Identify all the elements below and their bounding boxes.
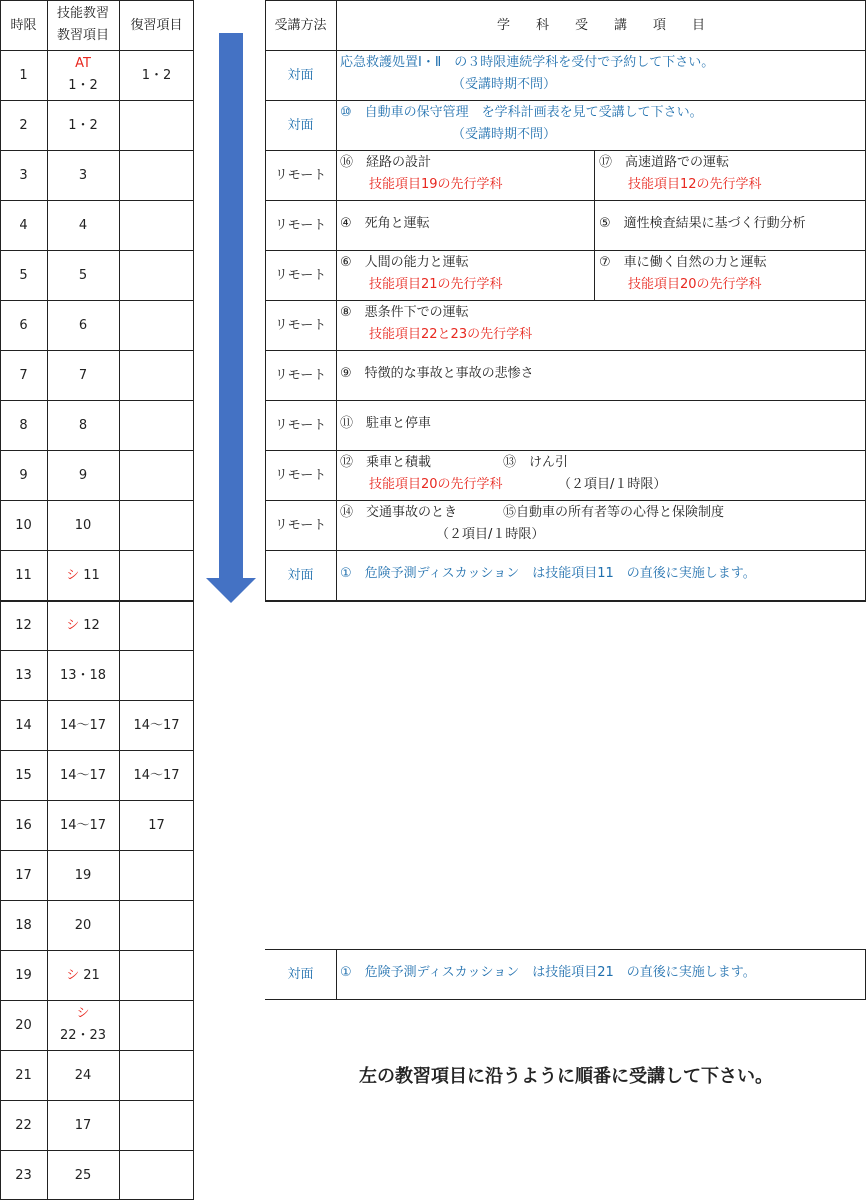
prerequisite-note: 技能項目19の先行学科: [369, 177, 503, 192]
skill-item-value: 14～17: [59, 817, 107, 833]
review-cell: [119, 250, 194, 300]
skill-item-value: 24: [74, 1067, 92, 1083]
header-lecture-items: 学 科 受 講 項 目: [496, 17, 705, 33]
period-cell: 18: [15, 917, 32, 933]
period-cell: 21: [15, 1067, 32, 1083]
period-cell: 2: [19, 117, 28, 133]
review-cell: [119, 500, 194, 550]
skill-item-cell: [47, 550, 119, 600]
period-cell: 23: [15, 1167, 32, 1183]
method-cell: 対面: [287, 567, 314, 583]
review-cell: 14～17: [133, 717, 180, 733]
review-cell: [119, 150, 194, 200]
period-cell: 15: [15, 767, 32, 783]
period-cell: 14: [15, 717, 32, 733]
lecture-note: （２項目/１時限）: [436, 527, 545, 542]
lecture-note: （２項目/１時限）: [558, 477, 667, 492]
prerequisite-note: 技能項目21の先行学科: [369, 277, 503, 292]
skill-item-value: 4: [78, 217, 88, 233]
lecture-line: 応急救護処置Ⅰ・Ⅱ の３時限連続学科を受付で予約して下さい。: [340, 55, 715, 70]
skill-item-cell: [47, 450, 119, 500]
review-cell: [119, 200, 194, 250]
lecture-note: （受講時期不問）: [452, 127, 557, 142]
review-cell: [119, 1150, 194, 1200]
skill-item-cell: [47, 350, 119, 400]
skill-item-cell: [47, 400, 119, 450]
skill-item-value: 21: [83, 967, 100, 983]
skill-item-cell: [47, 50, 119, 100]
method-cell: リモート: [274, 417, 327, 433]
review-cell: [119, 300, 194, 350]
lecture-item: ⑦ 車に働く自然の力と運転: [599, 255, 767, 270]
lecture-item: ⑪ 駐車と停車: [340, 416, 432, 431]
period-cell: 19: [15, 967, 32, 983]
method-cell: リモート: [274, 167, 327, 183]
skill-item-value: 6: [78, 317, 88, 333]
skill-item-cell: [47, 200, 119, 250]
header-skill-item-line2: 教習項目: [56, 28, 109, 43]
review-cell: [119, 900, 194, 950]
period-cell: 3: [19, 167, 28, 183]
skill-item-value: 1・2: [68, 117, 98, 133]
header-review: 復習項目: [130, 17, 183, 33]
skill-item-cell: [47, 300, 119, 350]
skill-item-cell: [47, 750, 119, 800]
skill-item-cell: [47, 850, 119, 900]
down-arrow-icon: [206, 33, 256, 603]
skill-item-cell: [47, 650, 119, 700]
lecture-item: ① 危険予測ディスカッション は技能項目11 の直後に実施します。: [340, 566, 756, 581]
skill-item-cell: [47, 150, 119, 200]
skill-item-value: 8: [78, 417, 88, 433]
skill-item-prefix: シ: [76, 1006, 90, 1021]
lower-box-text: ① 危険予測ディスカッション は技能項目21 の直後に実施します。: [340, 965, 756, 980]
review-cell: [119, 650, 194, 700]
review-cell: 14～17: [133, 767, 180, 783]
period-cell: 6: [19, 317, 28, 333]
header-skill-item-line1: 技能教習: [56, 6, 109, 21]
period-cell: 11: [15, 567, 32, 583]
period-cell: 16: [15, 817, 32, 833]
lecture-item: ⑬ けん引: [503, 455, 569, 470]
period-cell: 12: [15, 617, 32, 633]
review-cell: [119, 850, 194, 900]
review-cell: [119, 400, 194, 450]
lecture-item: ⑭ 交通事故のとき: [340, 505, 458, 520]
period-cell: 4: [19, 217, 28, 233]
period-cell: 10: [15, 517, 32, 533]
skill-item-cell: [47, 700, 119, 750]
skill-item-value: 19: [74, 867, 92, 883]
lecture-item: ⑧ 悪条件下での運転: [340, 305, 469, 320]
skill-item-value: 25: [74, 1167, 92, 1183]
skill-item-value: 20: [74, 917, 92, 933]
review-cell: [119, 1000, 194, 1050]
lecture-item: ⑥ 人間の能力と運転: [340, 255, 469, 270]
skill-item-value: 11: [83, 567, 100, 583]
header-period: 時限: [10, 17, 37, 33]
skill-item-cell: [47, 1050, 119, 1100]
skill-item-value: 12: [83, 617, 100, 633]
period-cell: 7: [19, 367, 28, 383]
period-cell: 9: [19, 467, 28, 483]
prerequisite-note: 技能項目20の先行学科: [369, 477, 503, 492]
footer-instruction: 左の教習項目に沿うように順番に受講して下さい。: [359, 1066, 773, 1087]
review-cell: [119, 1100, 194, 1150]
review-cell: [119, 100, 194, 150]
review-cell: 17: [148, 817, 165, 833]
skill-item-cell: [47, 1100, 119, 1150]
skill-item-value: 14～17: [59, 717, 107, 733]
period-cell: 17: [15, 867, 32, 883]
skill-item-value: 5: [78, 267, 88, 283]
review-cell: [119, 950, 194, 1000]
skill-item-cell: [47, 600, 119, 650]
period-cell: 13: [15, 667, 32, 683]
skill-item-cell: [47, 500, 119, 550]
header-method: 受講方法: [274, 17, 327, 33]
skill-item-value: 7: [78, 367, 88, 383]
skill-item-cell: [47, 900, 119, 950]
skill-item-value: 9: [78, 467, 88, 483]
review-cell: [119, 550, 194, 600]
lecture-item: ⑰ 高速道路での運転: [599, 155, 730, 170]
skill-item-cell: [47, 1150, 119, 1200]
review-cell: [119, 450, 194, 500]
lecture-note: （受講時期不問）: [452, 77, 557, 92]
method-cell: リモート: [274, 367, 327, 383]
review-cell: [119, 1050, 194, 1100]
method-cell: リモート: [274, 267, 327, 283]
skill-item-value: 17: [74, 1117, 92, 1133]
lecture-item: ⑤ 適性検査結果に基づく行動分析: [599, 216, 806, 231]
header-skill-item: [47, 0, 119, 50]
review-cell: 1・2: [141, 67, 172, 83]
skill-item-value: 3: [78, 167, 88, 183]
skill-item-value: 14～17: [59, 767, 107, 783]
skill-item-value: 10: [74, 517, 92, 533]
skill-item-cell: [47, 250, 119, 300]
period-cell: 20: [15, 1017, 32, 1033]
lecture-item: ④ 死角と運転: [340, 216, 430, 231]
skill-item-value: 13・18: [59, 667, 107, 683]
skill-item-cell: [47, 950, 119, 1000]
lecture-line: ⑩ 自動車の保守管理 を学科計画表を見て受講して下さい。: [340, 105, 703, 120]
skill-item-cell: [47, 100, 119, 150]
method-cell: リモート: [274, 467, 327, 483]
method-cell: リモート: [274, 517, 327, 533]
method-cell: リモート: [274, 217, 327, 233]
prerequisite-note: 技能項目22と23の先行学科: [369, 327, 533, 342]
skill-item-cell: [47, 800, 119, 850]
period-cell: 22: [15, 1117, 32, 1133]
review-cell: [119, 600, 194, 650]
skill-item-cell: [47, 1000, 119, 1050]
period-cell: 8: [19, 417, 28, 433]
skill-item-prefix: AT: [75, 56, 91, 71]
review-cell: [119, 350, 194, 400]
method-cell: 対面: [287, 67, 314, 83]
lower-box-method: 対面: [287, 967, 314, 982]
lecture-item: ⑫ 乗車と積載: [340, 455, 432, 470]
skill-item-prefix: シ: [66, 967, 80, 983]
skill-item-prefix: シ: [66, 567, 80, 583]
lecture-item: ⑨ 特徴的な事故と事故の悲惨さ: [340, 366, 534, 381]
skill-item-value: 22・23: [59, 1028, 107, 1043]
period-cell: 1: [19, 67, 28, 83]
lecture-item: ⑯ 経路の設計: [340, 155, 432, 170]
prerequisite-note: 技能項目12の先行学科: [628, 177, 762, 192]
skill-item-prefix: シ: [66, 617, 80, 633]
skill-item-value: 1・2: [68, 78, 98, 93]
lecture-item: ⑮自動車の所有者等の心得と保険制度: [503, 505, 725, 520]
method-cell: 対面: [287, 117, 314, 133]
method-cell: リモート: [274, 317, 327, 333]
period-cell: 5: [19, 267, 28, 283]
prerequisite-note: 技能項目20の先行学科: [628, 277, 762, 292]
